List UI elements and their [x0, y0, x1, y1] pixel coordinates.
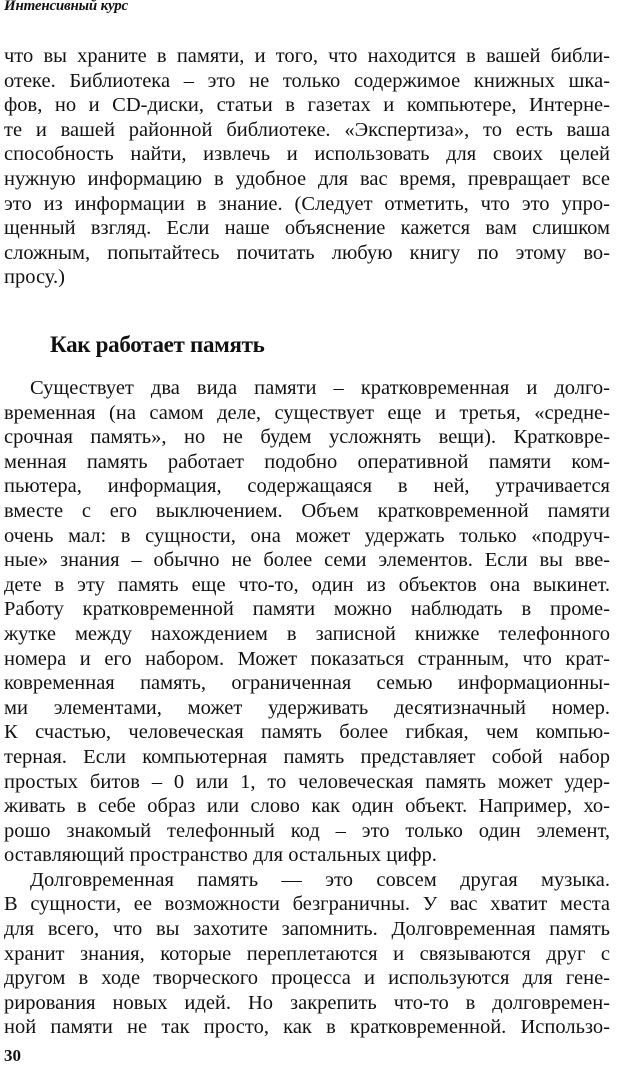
text-line: способность найти, извлечь и использовать для своих целей	[4, 143, 610, 166]
text-line: временная (на самом деле, существует еще и третья, «средне-	[4, 401, 610, 424]
text-line: другом в ходе творческого процесса и используются для гене-	[4, 967, 610, 990]
text-line: ные» знания – обычно не более семи элементов. Если вы вве-	[4, 549, 610, 572]
text-line: Долговременная память — это совсем другая музыка.	[30, 868, 610, 891]
text-line: номера и его набором. Может показаться странным, что крат-	[4, 647, 610, 670]
text-line: отеке. Библиотека – это не только содержимое книжных шка-	[4, 69, 610, 92]
text-line: жутке между нахождением в записной книжке телефонного	[4, 622, 610, 645]
text-line: срочная память», но не будем усложнять вещи). Кратковре-	[4, 426, 610, 449]
text-line: оставляющий пространство для остальных цифр.	[4, 844, 437, 867]
section-heading: Как работает память	[50, 332, 265, 357]
text-line: очень мал: в сущности, она может удержать только «подруч-	[4, 524, 610, 547]
text-line: щенный взгляд. Если наше объяснение кажется вам слишком	[4, 217, 610, 240]
text-line: что вы храните в памяти, и того, что находится в вашей библи-	[4, 45, 610, 67]
text-line: хранит знания, которые переплетаются и связываются друг с	[4, 942, 610, 965]
text-line: живать в себе образ или слово как один объект. Например, хо-	[4, 795, 610, 818]
text-line: вместе с его выключением. Объем кратковременной памяти	[4, 499, 610, 522]
text-line: пьютера, информация, содержащаяся в ней, утрачивается	[4, 475, 610, 498]
text-line: фов, но и CD-диски, статьи в газетах и компьютере, Интерне-	[4, 94, 610, 117]
text-line: ной памяти не так просто, как в кратковременной. Использо-	[4, 1016, 610, 1039]
text-line: просу.)	[4, 266, 65, 289]
paragraph-intro	[4, 44, 610, 290]
text-line: простых битов – 0 или 1, то человеческая память может удер-	[4, 770, 610, 793]
text-line: Работу кратковременной памяти можно наблюдать в проме-	[4, 598, 610, 621]
page-number: 30	[4, 1046, 21, 1065]
text-line: В сущности, ее возможности безграничны. У вас хватит места	[4, 893, 610, 916]
text-line: менная память работает подобно оперативной памяти ком-	[4, 450, 610, 473]
paragraph-memory-types	[4, 376, 610, 1040]
text-line: Существует два вида памяти – кратковременная и долго-	[30, 377, 610, 399]
text-line: для всего, что вы захотите запомнить. Долговременная память	[4, 918, 610, 941]
text-line: нужную информацию в удобное для вас время, превращает все	[4, 167, 610, 190]
text-line: К счастью, человеческая память более гибкая, чем компью-	[4, 721, 610, 744]
text-line: это из информации в знание. (Следует отметить, что это упро-	[4, 192, 610, 215]
text-line: сложным, попытайтесь почитать любую книгу по этому во-	[4, 241, 610, 264]
text-line: рирования новых идей. Но закрепить что-то в долговремен-	[4, 991, 610, 1014]
text-line: те и вашей районной библиотеке. «Экспертиза», то есть ваша	[4, 118, 610, 141]
text-line: ми элементами, может удерживать десятизначный номер.	[4, 696, 610, 719]
text-line: ковременная память, ограниченная семью информационны-	[4, 672, 610, 695]
running-head: Интенсивный курс	[4, 0, 128, 14]
text-line: терная. Если компьютерная память представляет собой набор	[4, 745, 610, 768]
text-line: рошо знакомый телефонный код – это только один элемент,	[4, 819, 610, 842]
text-line: дете в эту память еще что-то, один из объектов она выкинет.	[4, 573, 610, 596]
